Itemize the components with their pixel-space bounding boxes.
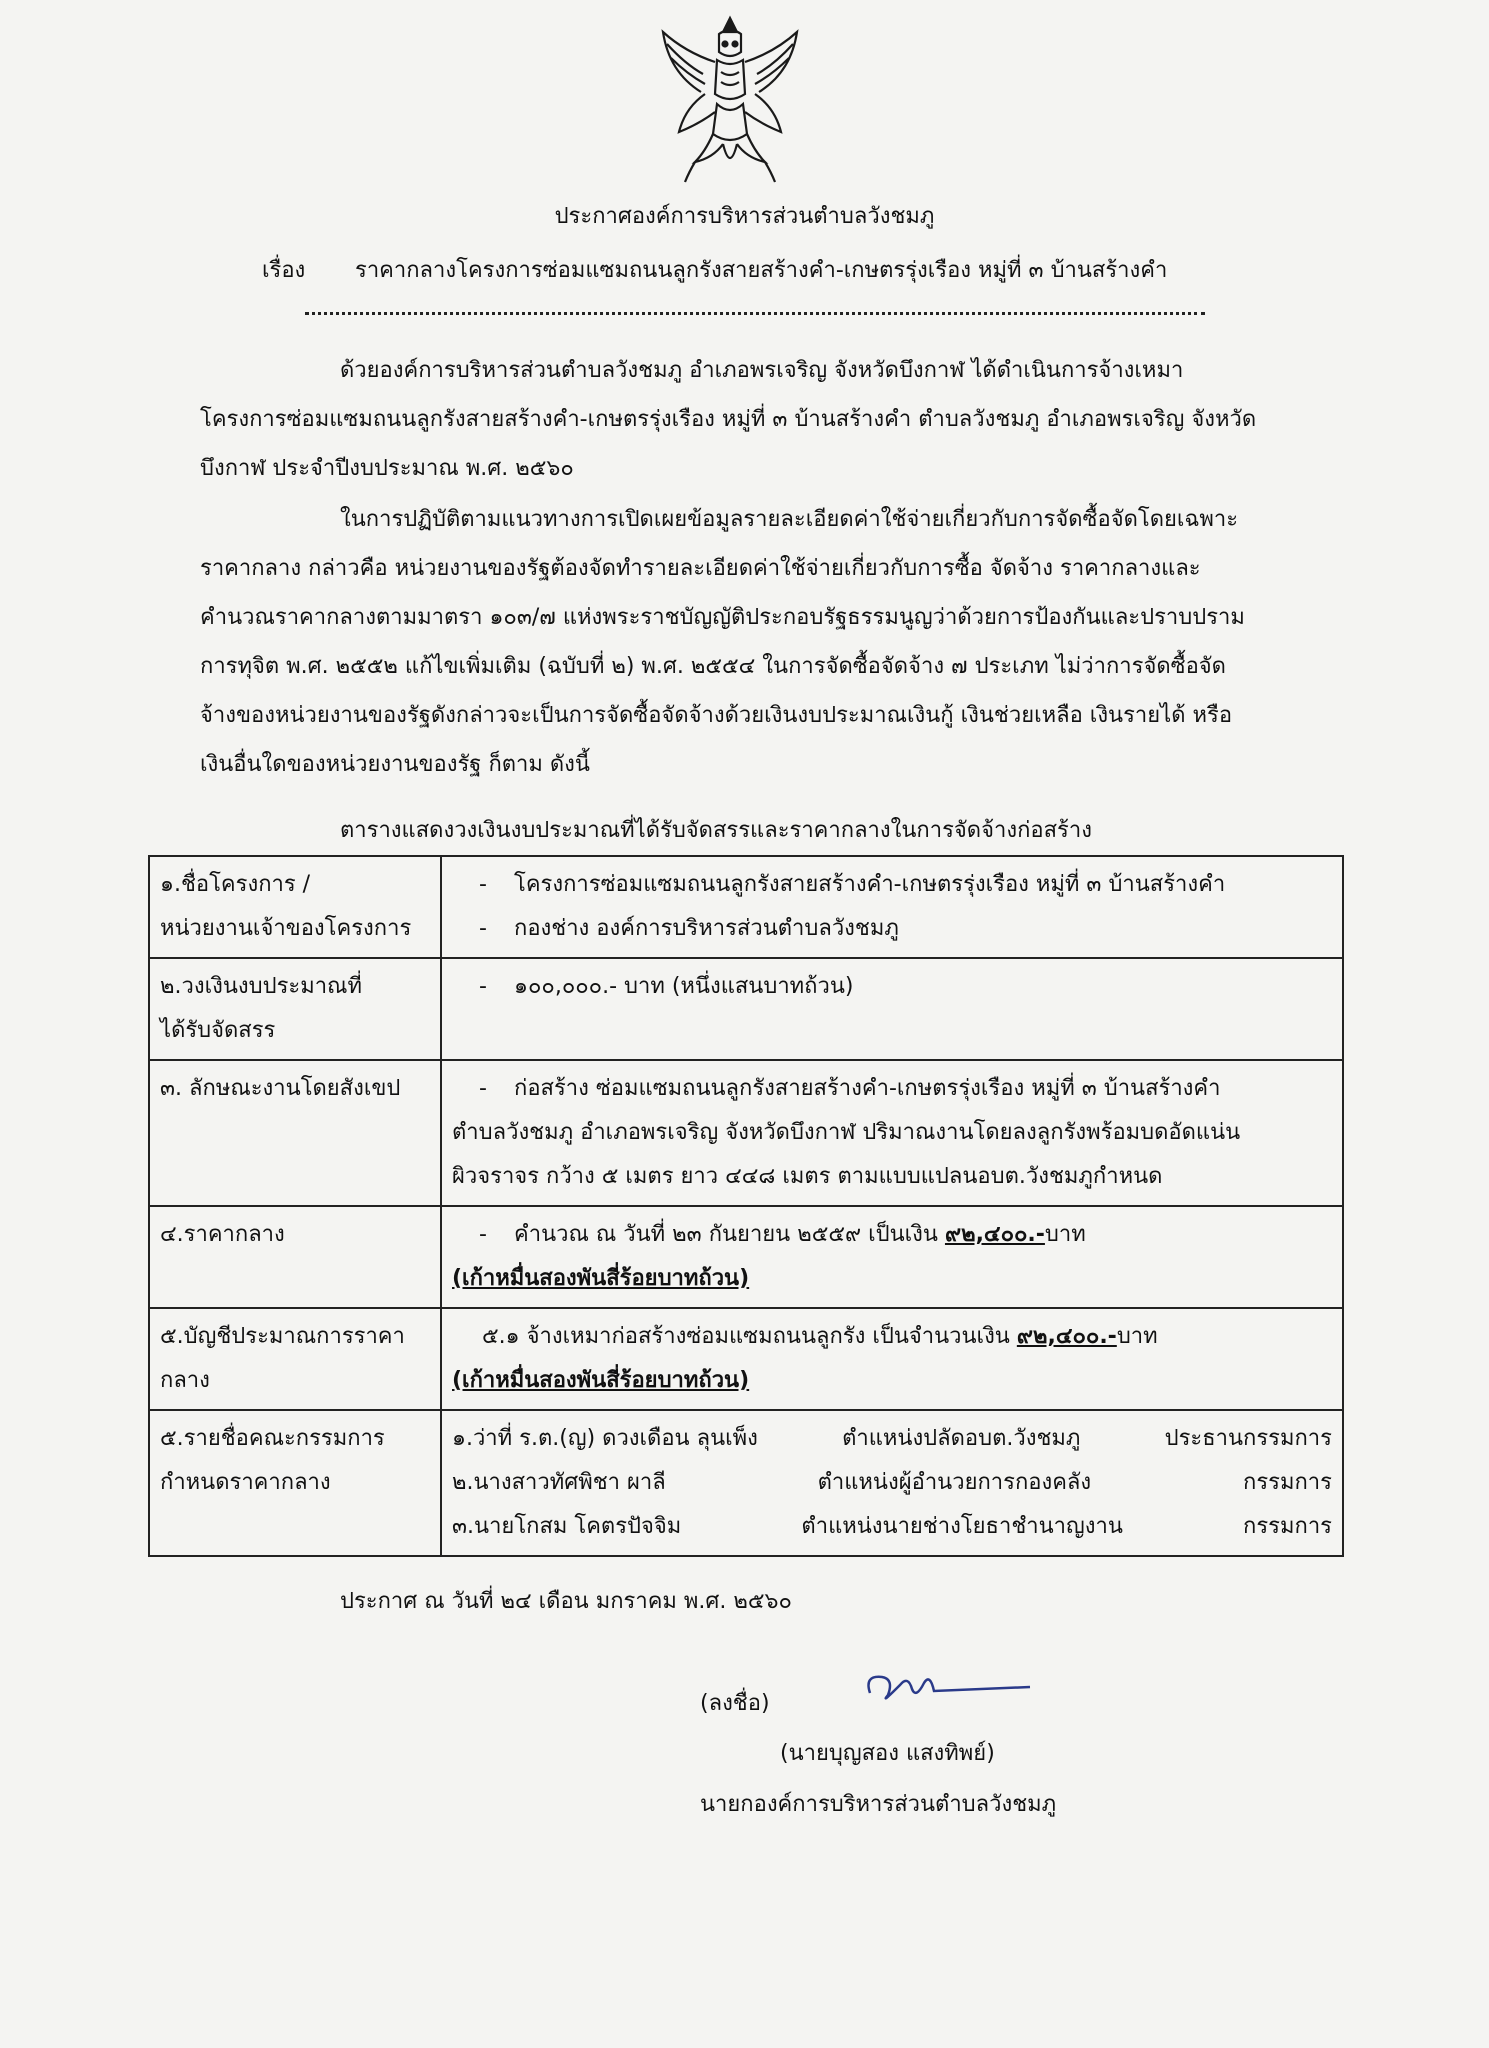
row-label: ๒.วงเงินงบประมาณที่ ได้รับจัดสรร	[149, 958, 441, 1060]
row-label: ๑.ชื่อโครงการ / หน่วยงานเจ้าของโครงการ	[149, 856, 441, 958]
paragraph-line: คำนวณราคากลางตามมาตรา ๑๐๓/๗ แห่งพระราชบัญญัติประกอบรัฐธรรมนูญว่าด้วยการป้องกันและปราบปราม	[200, 605, 1245, 630]
paragraph-line: จ้างของหน่วยงานของรัฐดังกล่าวจะเป็นการจัดซื้อจัดจ้างด้วยเงินงบประมาณเงินกู้ เงินช่วยเหลือ เงินรายได้ หรือ	[200, 703, 1233, 728]
row-value: - ก่อสร้าง ซ่อมแซมถนนลูกรังสายสร้างคำ-เกษตรรุ่งเรือง หมู่ที่ ๓ บ้านสร้างคำ ตำบลวังชมภู อำเภอพรเจริญ จังหวัดบึงกาฬ ปริมาณงานโดยลงลูกรังพร้อมบดอัดแน่น ผิวจราจร กว้าง ๕ เมตร ยาว ๔๔๘ เมตร ตามแบบแปลนอบต.วังชมภูกำหนด	[441, 1060, 1343, 1206]
row-value	[441, 1410, 1343, 1556]
paragraph-disclosure	[200, 495, 1340, 789]
row-value: - คำนวณ ณ วันที่ ๒๓ กันยายน ๒๕๕๙ เป็นเงิน ๙๒,๔๐๐.-บาท (เก้าหมื่นสองพันสี่ร้อยบาทถ้วน)	[441, 1206, 1343, 1308]
paragraph-line: โครงการซ่อมแซมถนนลูกรังสายสร้างคำ-เกษตรรุ่งเรือง หมู่ที่ ๓ บ้านสร้างคำ ตำบลวังชมภู อำเภอพรเจริญ จังหวัด	[200, 407, 1257, 432]
row-label: ๕.รายชื่อคณะกรรมการ กำหนดราคากลาง	[149, 1410, 441, 1556]
paragraph-line: ด้วยองค์การบริหารส่วนตำบลวังชมภู อำเภอพรเจริญ จังหวัดบึงกาฬ ได้ดำเนินการจ้างเหมา	[340, 358, 1184, 383]
median-price-amount: ๙๒,๔๐๐.-	[944, 1222, 1045, 1247]
signature-icon	[860, 1655, 1040, 1715]
row-label: ๓. ลักษณะงานโดยสังเขป	[149, 1060, 441, 1206]
paragraph-line: การทุจิต พ.ศ. ๒๕๕๒ แก้ไขเพิ่มเติม (ฉบับที่ ๒) พ.ศ. ๒๕๕๔ ในการจัดซื้อจัดจ้าง ๗ ประเภท ไม่ว่าการจัดซื้อจัด	[200, 654, 1226, 679]
row-value: - โครงการซ่อมแซมถนนลูกรังสายสร้างคำ-เกษตรรุ่งเรือง หมู่ที่ ๓ บ้านสร้างคำ - กองช่าง องค์การบริหารส่วนตำบลวังชมภู	[441, 856, 1343, 958]
paragraph-line: เงินอื่นใดของหน่วยงานของรัฐ ก็ตาม ดังนี้	[200, 752, 590, 777]
table-row-budget	[149, 958, 1343, 1060]
subject-label: เรื่อง	[262, 258, 306, 283]
median-price-words: (เก้าหมื่นสองพันสี่ร้อยบาทถ้วน)	[452, 1266, 750, 1291]
committee-member: ๑.ว่าที่ ร.ต.(ญ) ดวงเดือน ลุนเพ็ง ตำแหน่งปลัดอบต.วังชมภู ประธานกรรมการ	[452, 1426, 1332, 1451]
budget-table	[148, 855, 1344, 1557]
table-row-median-price	[149, 1206, 1343, 1308]
garuda-emblem-icon	[655, 12, 805, 190]
row-label: ๔.ราคากลาง	[149, 1206, 441, 1308]
document-title: ประกาศองค์การบริหารส่วนตำบลวังชมภู	[554, 204, 935, 229]
estimate-words: (เก้าหมื่นสองพันสี่ร้อยบาทถ้วน)	[452, 1368, 750, 1393]
subject-text: ราคากลางโครงการซ่อมแซมถนนลูกรังสายสร้างคำ-เกษตรรุ่งเรือง หมู่ที่ ๓ บ้านสร้างคำ	[355, 258, 1168, 283]
estimate-amount: ๙๒,๔๐๐.-	[1016, 1324, 1117, 1349]
paragraph-line: ราคากลาง กล่าวคือ หน่วยงานของรัฐต้องจัดทำรายละเอียดค่าใช้จ่ายเกี่ยวกับการซื้อ จัดจ้าง ราคากลางและ	[200, 556, 1201, 581]
signer-title: นายกองค์การบริหารส่วนตำบลวังชมภู	[700, 1792, 1057, 1817]
row-value: - ๑๐๐,๐๐๐.- บาท (หนึ่งแสนบาทถ้วน)	[441, 958, 1343, 1060]
announce-date: ประกาศ ณ วันที่ ๒๔ เดือน มกราคม พ.ศ. ๒๕๖๐	[340, 1589, 792, 1614]
table-caption: ตารางแสดงวงเงินงบประมาณที่ได้รับจัดสรรและราคากลางในการจัดจ้างก่อสร้าง	[340, 818, 1092, 843]
committee-member: ๒.นางสาวทัศพิชา ผาลี ตำแหน่งผู้อำนวยการกองคลัง กรรมการ	[452, 1470, 1332, 1495]
table-row-project	[149, 856, 1343, 958]
paragraph-line: ในการปฏิบัติตามแนวทางการเปิดเผยข้อมูลรายละเอียดค่าใช้จ่ายเกี่ยวกับการจัดซื้อจัดโดยเฉพาะ	[340, 507, 1239, 532]
table-row-estimate	[149, 1308, 1343, 1410]
row-value: ๕.๑ จ้างเหมาก่อสร้างซ่อมแซมถนนลูกรัง เป็นจำนวนเงิน ๙๒,๔๐๐.-บาท (เก้าหมื่นสองพันสี่ร้อยบาทถ้วน)	[441, 1308, 1343, 1410]
paragraph-line: บึงกาฬ ประจำปีงบประมาณ พ.ศ. ๒๕๖๐	[200, 456, 574, 481]
signed-label: (ลงชื่อ)	[700, 1691, 770, 1716]
separator-dotted-line	[305, 312, 1205, 315]
committee-member: ๓.นายโกสม โคตรปัจจิม ตำแหน่งนายช่างโยธาชำนาญงาน กรรมการ	[452, 1514, 1332, 1539]
signer-name: (นายบุญสอง แสงทิพย์)	[780, 1741, 995, 1766]
table-row-committee	[149, 1410, 1343, 1556]
table-row-description	[149, 1060, 1343, 1206]
paragraph-intro	[200, 346, 1340, 493]
row-label: ๕.บัญชีประมาณการราคา กลาง	[149, 1308, 441, 1410]
